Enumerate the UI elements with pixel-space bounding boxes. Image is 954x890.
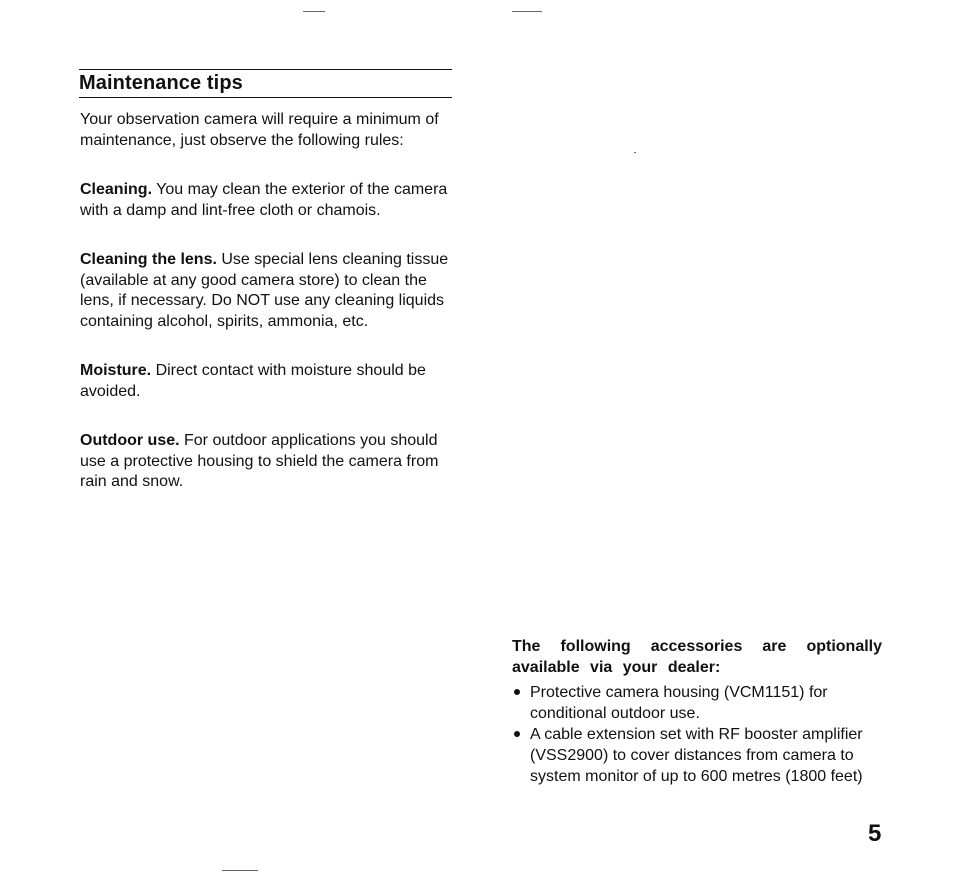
accessories-heading: The following accessories are optionally available via your dealer:	[512, 638, 882, 676]
tip-outdoor-use	[80, 431, 460, 493]
scan-artifact	[303, 11, 325, 12]
scan-artifact	[222, 870, 258, 871]
tip-text: You may clean the exterior of the camera with a damp and lint-free cloth or chamois.	[80, 181, 448, 219]
tip-label: Moisture.	[80, 362, 152, 379]
accessories-section	[512, 636, 882, 787]
section-title-rule	[79, 69, 452, 98]
maintenance-tips-column	[80, 110, 460, 522]
tip-moisture	[80, 361, 460, 402]
tip-label: Outdoor use.	[80, 432, 180, 449]
page-number: 5	[868, 820, 882, 847]
scan-artifact	[512, 11, 542, 12]
accessory-item	[512, 682, 882, 724]
tip-cleaning-lens	[80, 250, 460, 332]
section-title: Maintenance tips	[79, 72, 243, 94]
accessory-text: Protective camera housing (VCM1151) for conditional outdoor use.	[530, 684, 828, 722]
accessory-text: A cable extension set with RF booster amplifier (VSS2900) to cover distances from camera to system monitor of up to 600 metres (1800 feet)	[530, 726, 863, 785]
bullet-icon	[514, 689, 520, 695]
tip-label: Cleaning.	[80, 181, 153, 198]
tip-text: Use special lens cleaning tissue (available at any good camera store) to clean the lens, if necessary. Do NOT use any cleaning liquids containing alcohol, spirits, ammonia, etc.	[80, 251, 449, 330]
accessory-item	[512, 724, 882, 787]
tip-text: Direct contact with moisture should be avoided.	[80, 362, 426, 400]
scan-artifact	[634, 152, 636, 153]
tip-label: Cleaning the lens.	[80, 251, 217, 268]
tip-text: For outdoor applications you should use a protective housing to shield the camera from rain and snow.	[80, 432, 439, 490]
tip-cleaning	[80, 180, 460, 221]
intro-paragraph: Your observation camera will require a minimum of maintenance, just observe the following rules:	[80, 111, 439, 149]
accessories-list	[512, 682, 882, 787]
bullet-icon	[514, 731, 520, 737]
